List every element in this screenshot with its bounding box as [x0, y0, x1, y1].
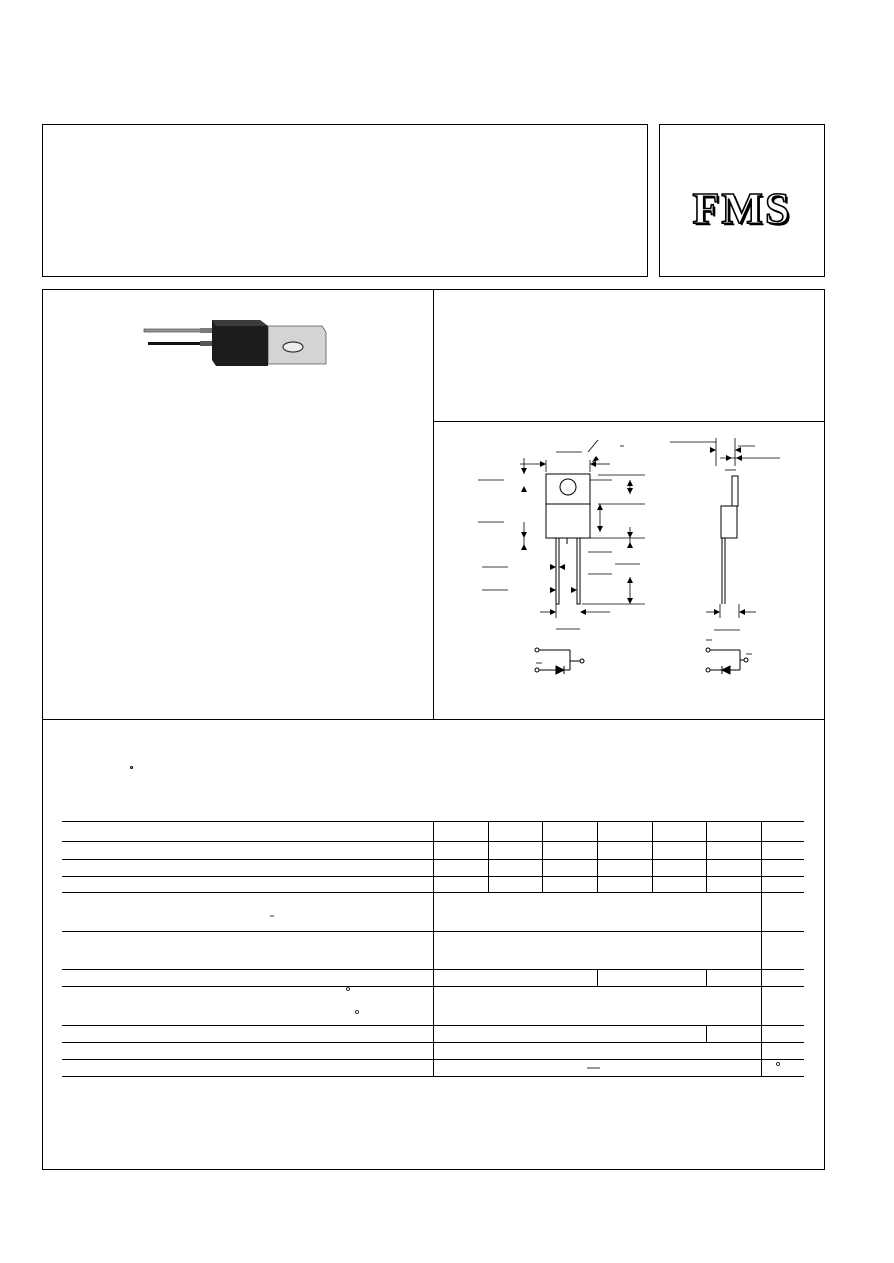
table-marks — [270, 916, 780, 1068]
ratings-table — [62, 820, 806, 1080]
degree-symbol — [130, 766, 133, 769]
front-view-dimensions — [478, 440, 645, 629]
package-body-icon — [212, 320, 268, 366]
section-horizontal-divider — [433, 421, 825, 422]
outline-drawing — [470, 432, 790, 677]
package-photo — [140, 312, 330, 370]
package-tab-icon — [268, 326, 326, 364]
schematic-left — [535, 648, 584, 674]
title-box — [42, 124, 648, 277]
side-view-arrows — [710, 447, 745, 615]
schematic-right — [706, 640, 752, 674]
section-vertical-divider — [433, 289, 434, 720]
logo-box — [659, 124, 825, 277]
brand-logo: FMS — [692, 184, 792, 233]
front-view-outline — [546, 474, 590, 604]
package-leads-icon — [144, 328, 214, 346]
side-view-outline — [721, 476, 738, 604]
